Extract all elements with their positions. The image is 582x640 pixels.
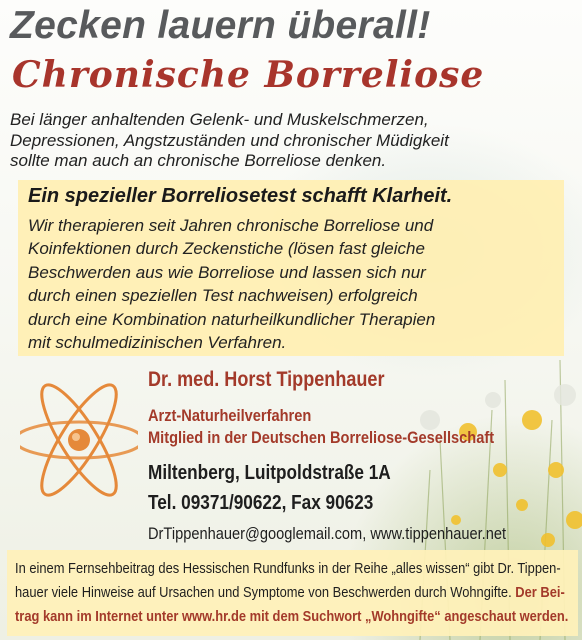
highlight-body [28,214,435,354]
footer-emphasis: Der Bei- [515,584,565,601]
highlight-line: durch einen speziellen Test nachweisen) erfolgreich [28,286,418,306]
highlight-box [18,180,564,356]
footer-line: In einem Fernsehbeitrag des Hessischen Rundfunks in der Reihe „alles wissen“ gibt Dr. Tippen- [15,560,561,577]
intro-text [10,110,530,172]
footer-emphasis-line: trag kann im Internet unter www.hr.de mit dem Suchwort „Wohngifte“ angeschaut werden. [15,608,569,625]
highlight-line: mit schulmedizinischen Verfahren. [28,333,287,353]
intro-line: Bei länger anhaltenden Gelenk- und Muskelschmerzen, [10,110,429,129]
footer-note-box [7,550,578,636]
highlight-line: Koinfektionen durch Zeckenstiche (lösen fast gleiche [28,239,425,259]
doctor-specialty: Arzt-Naturheilverfahren [148,406,312,425]
subtitle-chronische-borreliose: Chronische Borreliose [12,54,485,96]
footer-note [15,557,569,629]
doctor-name: Dr. med. Horst Tippenhauer [148,368,385,391]
highlight-line: Beschwerden aus wie Borreliose und lassen sich nur [28,262,426,282]
footer-text: hauer viele Hinweise auf Ursachen und Symptome von Beschwerden durch Wohngifte. [15,584,512,601]
practice-address: Miltenberg, Luitpoldstraße 1A [148,462,391,484]
practice-phone: Tel. 09371/90622, Fax 90623 [148,492,374,514]
footer-line [15,581,565,605]
intro-line: Depressionen, Angstzuständen und chronischer Müdigkeit [10,130,449,150]
intro-line: sollte man auch an chronische Borreliose denken. [10,151,387,170]
practice-web: DrTippenhauer@googlemail.com, www.tippenhauer.net [148,524,507,543]
highlight-line: durch eine Kombination naturheilkundlicher Therapien [28,309,436,329]
atom-icon [20,364,138,516]
highlight-title: Ein spezieller Borreliosetest schafft Klarheit. [28,185,453,207]
highlight-line: Wir therapieren seit Jahren chronische Borreliose und [28,216,434,235]
headline: Zecken lauern überall! [10,4,431,47]
doctor-membership: Mitglied in der Deutschen Borreliose-Gesellschaft [148,428,495,447]
